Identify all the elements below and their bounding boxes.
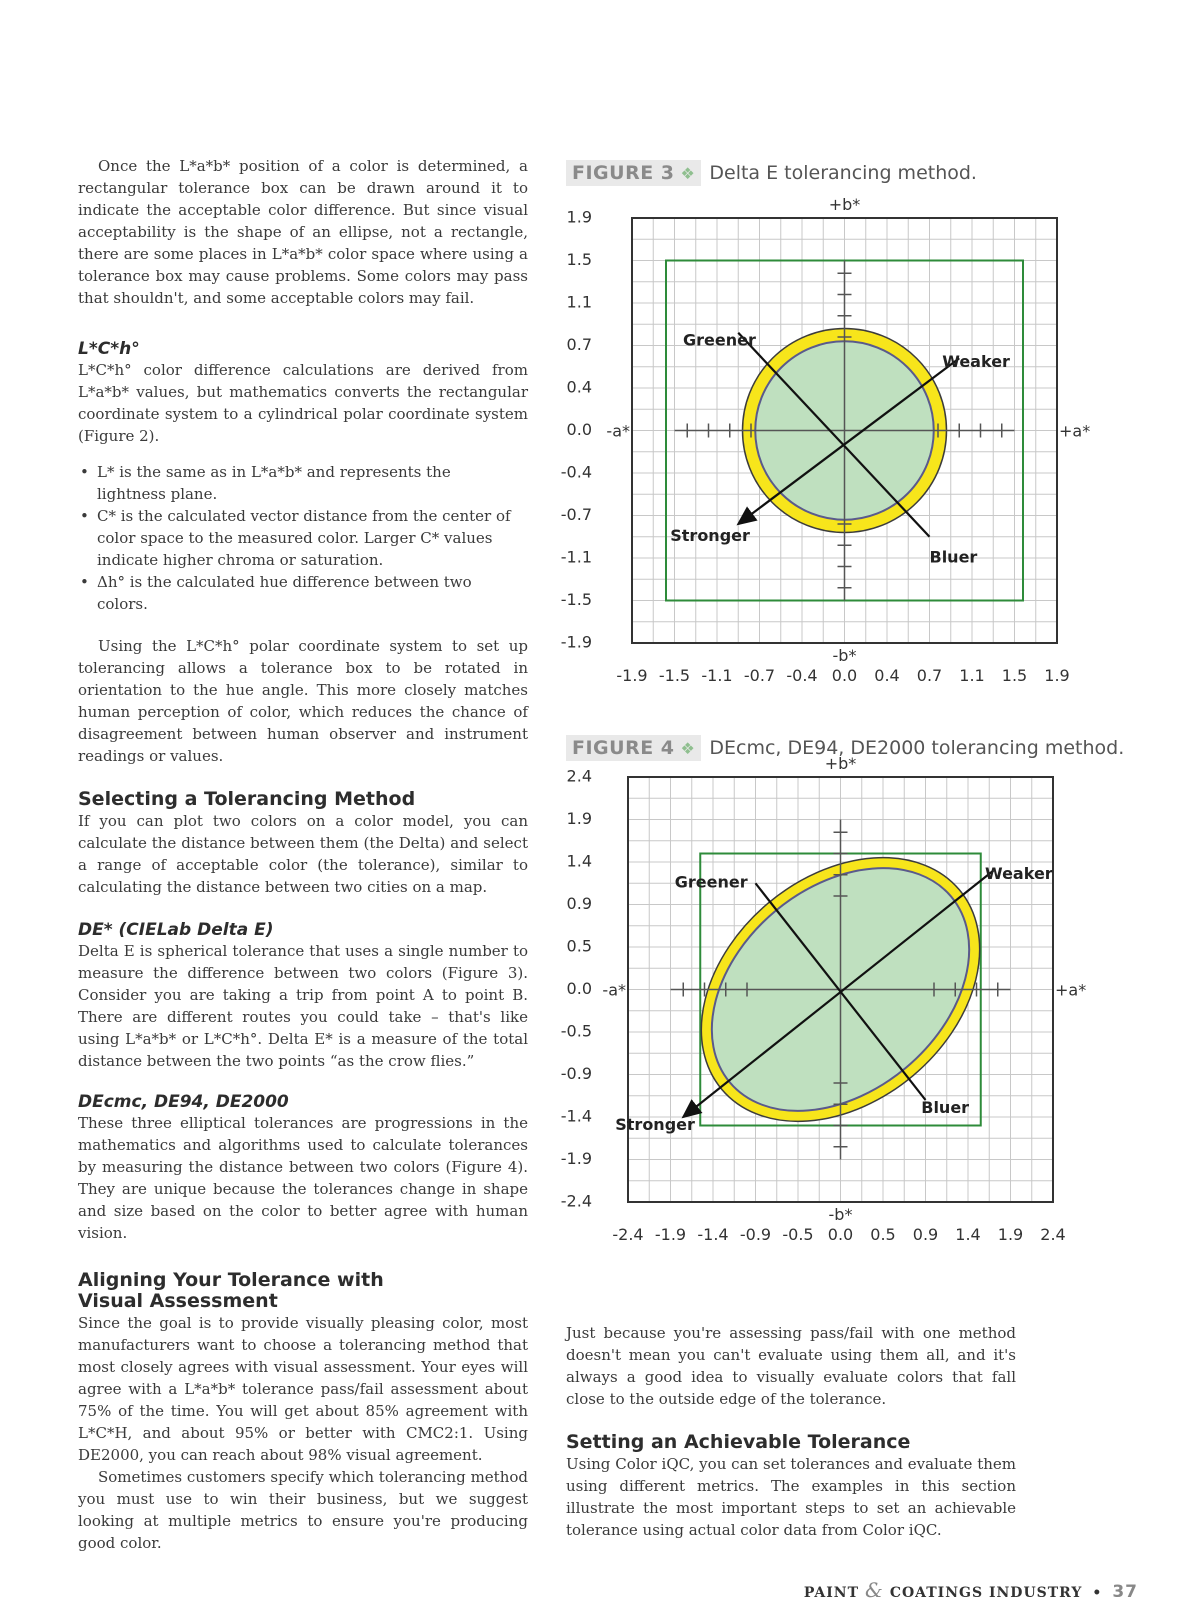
annotation-weaker: Weaker [985, 864, 1053, 883]
axis-label-bottom: -b* [828, 1205, 853, 1224]
x-tick-label: -0.7 [743, 666, 776, 685]
delta-e-heading: DE* (CIELab Delta E) [78, 920, 274, 940]
y-tick-label: -1.4 [560, 1106, 592, 1126]
y-tick-label: -0.7 [560, 505, 592, 524]
x-tick-label: 1.4 [955, 1225, 981, 1244]
lch-paragraph: L*C*h° color difference calculations are derived from L*a*b* values, but mathematics converts the rectangular coordinate system to a cylindrical polar coordinate system (Figure 2). [78, 361, 528, 445]
x-tick-label: 2.4 [1040, 1225, 1066, 1244]
y-tick-label: 1.9 [566, 207, 592, 227]
delta-e-paragraph: Delta E is spherical tolerance that uses a single number to measure the difference between two colors (Figure 3). Consider you are taking a trip from point A to point B. There are different routes you could take – that's like using L*a*b* or L*C*h°. Delta E* is a measure of the total distance between the two points “as the crow flies.” [78, 942, 528, 1070]
aligning-heading-line-1: Aligning Your Tolerance with [78, 1269, 384, 1291]
figure-4-label [566, 735, 701, 761]
aligning-paragraph: Since the goal is to provide visually pleasing color, most manufacturers want to choose a tolerancing method that most closely agrees with visual assessment. Your eyes will agree with a L*a*b* tolerance pass/fail assessment about 75% of the time. You will get about 85% agreement with L*C*H, and about 95% or better with CMC2:1. Using DE2000, you can reach about 98% visual agreement. [78, 1314, 528, 1464]
aligning-heading [78, 1270, 528, 1312]
lch-heading: L*C*h° [78, 339, 140, 359]
annotation-bluer: Bluer [929, 547, 978, 567]
x-tick-label: 0.5 [870, 1225, 896, 1244]
y-tick-label: -1.9 [560, 632, 592, 652]
bullet-item-hue: • Δh° is the calculated hue difference between two colors. [78, 571, 528, 615]
footer-ampersand: & [865, 1578, 884, 1602]
x-tick-label: -1.1 [701, 666, 733, 685]
axis-label-right: +a* [1059, 421, 1091, 441]
setting-paragraph: Using Color iQC, you can set tolerances and evaluate them using different metrics. The examples in this section illustrate the most important steps to set an achievable tolerance using actual color data from Color iQC. [566, 1455, 1016, 1539]
x-tick-label: 0.9 [912, 1225, 939, 1244]
annotation-stronger: Stronger [670, 526, 750, 545]
annotation-weaker: Weaker [942, 351, 1010, 371]
left-column [78, 155, 528, 1554]
annotation-stronger: Stronger [615, 1114, 695, 1134]
x-tick-label: 0.7 [916, 666, 943, 685]
footer-coatings: COATINGS INDUSTRY [889, 1585, 1083, 1601]
x-tick-label: 0.0 [827, 1225, 854, 1244]
x-tick-label: -1.4 [697, 1225, 729, 1244]
x-tick-label: 1.5 [1001, 666, 1028, 685]
sometimes-paragraph: Sometimes customers specify which tolerancing method you must use to win their business, but we suggest looking at multiple metrics to ensure you're producing good color. [78, 1468, 528, 1552]
x-tick-label: 1.1 [959, 666, 985, 685]
x-tick-label: -1.9 [616, 666, 648, 685]
y-tick-label: -0.4 [560, 462, 592, 482]
axis-label-right: +a* [1055, 980, 1087, 1000]
figure-4-label-text: FIGURE 4 [572, 737, 675, 759]
axis-label-bottom: -b* [832, 646, 857, 665]
x-tick-label: -1.9 [654, 1225, 687, 1244]
x-tick-label: 1.9 [1044, 666, 1070, 685]
x-tick-label: 0.4 [874, 666, 900, 685]
x-tick-label: -1.5 [658, 666, 691, 685]
y-tick-label: 0.7 [566, 335, 592, 354]
decmc-paragraph: These three elliptical tolerances are progressions in the mathematics and algorithms used to calculate tolerances by measuring the distance between two colors (Figure 4). They are unique because the tolerances change in shape and size based on the color to better agree with human vision. [78, 1114, 528, 1242]
figure-4-chart [560, 754, 1130, 1285]
y-tick-label: 0.4 [566, 377, 592, 397]
polar-paragraph: Using the L*C*h° polar coordinate system to set up tolerancing allows a tolerance box to be rotated in orientation to the hue angle. This more closely matches human perception of color, which reduces the chance of disagreement between human observer and instrument readings or values. [78, 637, 528, 765]
y-tick-label: 0.9 [566, 894, 592, 913]
y-tick-label: -0.9 [560, 1064, 592, 1083]
y-tick-label: 0.0 [566, 420, 592, 439]
lch-bullet-list [78, 461, 528, 615]
figure-4-title: DEcmc, DE94, DE2000 tolerancing method. [709, 737, 1125, 759]
page-number: 37 [1112, 1582, 1138, 1602]
x-tick-label: 0.0 [831, 666, 858, 685]
axis-label-top: +b* [824, 754, 857, 773]
annotation-bluer: Bluer [921, 1097, 970, 1117]
y-tick-label: 1.4 [566, 851, 592, 871]
x-tick-label: -0.4 [786, 666, 818, 685]
footer-bullet: • [1092, 1585, 1103, 1601]
figure-3-label-text: FIGURE 3 [572, 162, 675, 184]
page-footer [804, 1578, 1138, 1602]
selecting-paragraph: If you can plot two colors on a color model, you can calculate the distance between them (the Delta) and select a range of acceptable color (the tolerance), similar to calculating the distance between two cities on a map. [78, 812, 528, 896]
x-tick-label: -2.4 [612, 1225, 644, 1244]
diamond-icon: ❖ [680, 738, 696, 758]
diamond-icon: ❖ [680, 163, 696, 183]
y-tick-label: 1.1 [566, 292, 592, 312]
intro-paragraph: Once the L*a*b* position of a color is determined, a rectangular tolerance box can be drawn around it to indicate the acceptable color difference. But since visual acceptability is the shape of an ellipse, not a rectangle, there are some places in L*a*b* color space where using a tolerance box may cause problems. Some colors may pass that shouldn't, and some acceptable colors may fail. [78, 157, 528, 307]
right-column-text [566, 1322, 1016, 1541]
axis-label-top: +b* [828, 195, 861, 214]
y-tick-label: -1.9 [560, 1149, 592, 1168]
x-tick-label: -0.5 [782, 1225, 814, 1244]
setting-heading: Setting an Achievable Tolerance [566, 1431, 911, 1453]
y-tick-label: 1.9 [566, 809, 592, 828]
just-because-paragraph: Just because you're assessing pass/fail with one method doesn't mean you can't evaluate using them all, and it's always a good idea to visually evaluate colors that fall close to the outside edge of the tolerance. [566, 1324, 1016, 1408]
figure-3-chart [560, 190, 1130, 700]
footer-paint: PAINT [803, 1585, 859, 1601]
y-tick-label: 2.4 [566, 766, 592, 786]
y-tick-label: -2.4 [560, 1191, 592, 1211]
y-tick-label: -0.5 [560, 1021, 592, 1041]
figure-3-label [566, 160, 701, 186]
x-tick-label: 1.9 [997, 1225, 1024, 1244]
x-tick-label: -0.9 [739, 1225, 772, 1244]
figure-3-caption [566, 159, 977, 187]
y-tick-label: 1.5 [566, 250, 592, 269]
figure-3-title: Delta E tolerancing method. [709, 162, 977, 184]
y-tick-label: -1.1 [560, 547, 592, 567]
decmc-heading: DEcmc, DE94, DE2000 [78, 1092, 289, 1112]
y-tick-label: 0.0 [566, 979, 592, 998]
aligning-heading-line-2: Visual Assessment [78, 1290, 278, 1312]
y-tick-label: 0.5 [566, 936, 592, 956]
annotation-greener: Greener [683, 330, 756, 350]
annotation-greener: Greener [674, 872, 748, 892]
selecting-heading: Selecting a Tolerancing Method [78, 788, 416, 810]
bullet-item-lightness: • L* is the same as in L*a*b* and represents the lightness plane. [78, 461, 528, 505]
axis-label-left: -a* [606, 421, 630, 441]
y-tick-label: -1.5 [560, 590, 592, 609]
bullet-item-chroma: • C* is the calculated vector distance from the center of color space to the measured color. Larger C* values indicate higher chroma or saturation. [78, 505, 528, 571]
axis-label-left: -a* [602, 980, 626, 1000]
